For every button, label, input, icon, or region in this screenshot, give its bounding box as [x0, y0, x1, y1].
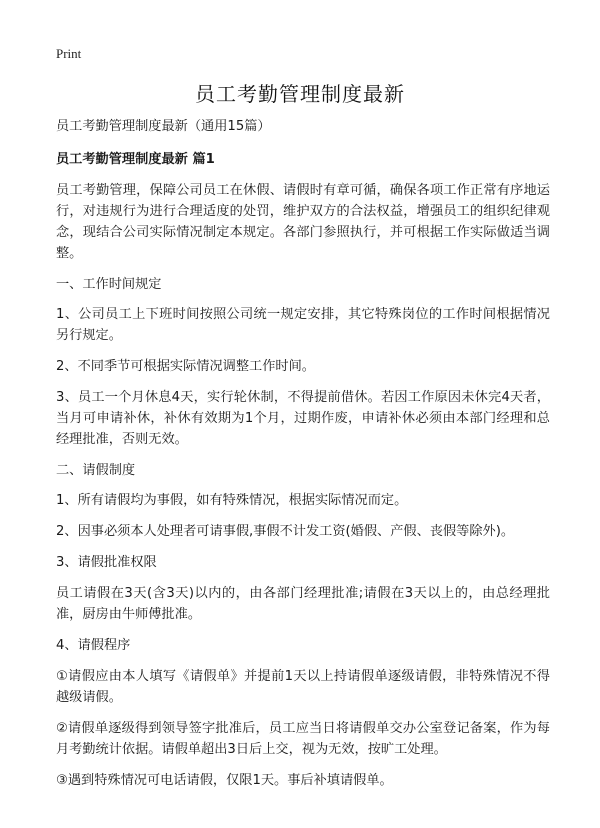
procedure-step: ②请假单逐级得到领导签字批准后，员工应当日将请假单交办公室登记备案，作为每月考勤统计依据。请假单超出3日后上交，视为无效，按旷工处理。	[56, 721, 550, 757]
intro-paragraph: 员工考勤管理，保障公司员工在休假、请假时有章可循，确保各项工作正常有序地运行，对违规行为进行合理适度的处罚，维护双方的合法权益，增强员工的组织纪律观念，现结合公司实际情况制定本规定。各部门参照执行，并可根据工作实际做适当调整。	[56, 183, 550, 261]
rule-paragraph: 1、公司员工上下班时间按照公司统一规定安排，其它特殊岗位的工作时间根据情况另行规定。	[56, 307, 550, 343]
subsection-heading-approval: 3、请假批准权限	[56, 555, 157, 570]
rule-paragraph: 1、所有请假均为事假，如有特殊情况，根据实际情况而定。	[56, 493, 408, 508]
rule-paragraph: 2、不同季节可根据实际情况调整工作时间。	[56, 359, 315, 374]
chapter-heading: 员工考勤管理制度最新 篇1	[56, 152, 215, 167]
section-heading-work-time: 一、工作时间规定	[56, 277, 162, 292]
procedure-step: ①请假应由本人填写《请假单》并提前1天以上持请假单逐级请假，非特殊情况不得越级请假。	[56, 669, 550, 705]
document-subtitle: 员工考勤管理制度最新（通用15篇）	[56, 119, 271, 134]
page-title: 员工考勤管理制度最新	[195, 82, 405, 106]
document-body	[56, 116, 550, 801]
rule-paragraph: 2、因事必须本人处理者可请事假,事假不计发工资(婚假、产假、丧假等除外)。	[56, 524, 515, 539]
subsection-heading-procedure: 4、请假程序	[56, 638, 131, 653]
procedure-step: ③遇到特殊情况可电话请假，仅限1天。事后补填请假单。	[56, 773, 393, 788]
section-heading-leave: 二、请假制度	[56, 463, 136, 478]
print-label: Print	[56, 46, 82, 61]
rule-paragraph: 员工请假在3天(含3天)以内的，由各部门经理批准;请假在3天以上的，由总经理批准，厨房由牛师傅批准。	[56, 586, 550, 622]
rule-paragraph: 3、员工一个月休息4天，实行轮休制，不得提前借休。若因工作原因未休完4天者，当月可申请补休，补休有效期为1个月，过期作废，申请补休必须由本部门经理和总经理批准，否则无效。	[56, 390, 550, 447]
